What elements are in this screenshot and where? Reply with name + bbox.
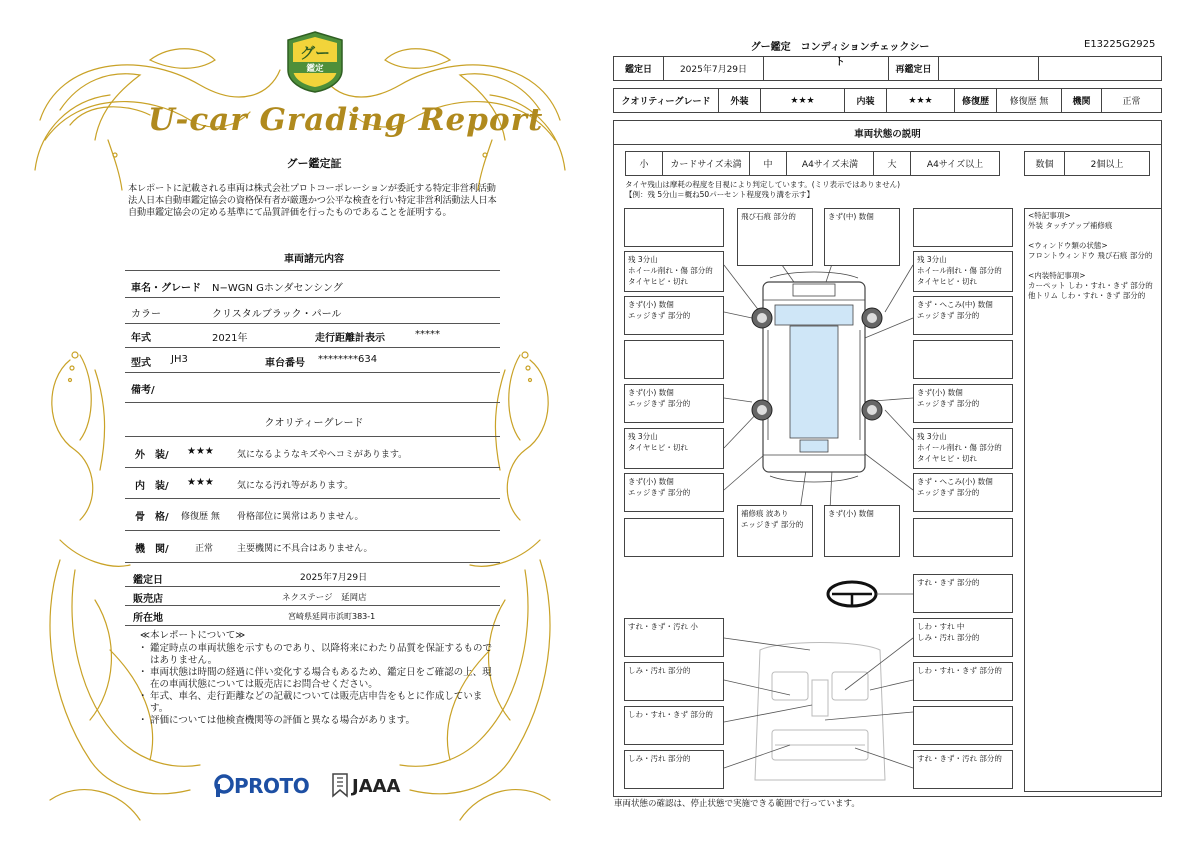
tire-note-line-2: 【例：残 5分山＝概ね50パーセント程度残り溝を示す】: [625, 190, 815, 199]
damage-box-tire-fr: [913, 251, 1013, 292]
damage-line: きず(中) 数個: [828, 212, 874, 221]
damage-line: しわ・すれ・きず 部分的: [628, 710, 713, 719]
damage-box-bottom-b: [737, 505, 813, 557]
engine-label: 機 関/: [135, 544, 169, 555]
blank-cell: [764, 57, 889, 80]
jaaa-logo-text: JAAA: [352, 776, 401, 797]
exterior-stars: ★★★: [187, 446, 214, 457]
damage-box-bottom-right: [913, 518, 1013, 557]
damage-line: 飛び石痕 部分的: [741, 212, 796, 221]
engine-value: 正常: [1122, 97, 1141, 107]
damage-box-interior-l3: [624, 706, 724, 745]
goo-kantei-badge-icon: [286, 30, 344, 94]
damage-box-rear-right-low: [913, 473, 1013, 512]
proto-logo-text: PROTO: [234, 774, 310, 798]
row-interior: [125, 468, 500, 499]
interior-text: 気になる汚れ等があります。: [237, 481, 354, 491]
interior-stars: ★★★: [187, 477, 214, 488]
special-heading: <特記事項>: [1028, 211, 1071, 220]
damage-box-tire-fl: [624, 251, 724, 292]
window-text: フロントウィンドウ 飛び石痕 部分的: [1028, 251, 1153, 260]
damage-line: エッジきず 部分的: [628, 399, 691, 408]
note-item: ・ 評価については他検査機関等の評価と異なる場合があります。: [128, 715, 500, 727]
damage-line: きず(小) 数個: [628, 300, 674, 309]
interior-grade: ★★★: [887, 89, 955, 112]
sheet-id: E13225G2925: [1084, 39, 1156, 50]
damage-line: エッジきず 部分的: [628, 311, 691, 320]
jaaa-logo-icon: [330, 772, 350, 798]
damage-box-rear-left: [624, 384, 724, 423]
damage-line: きず・へこみ(小) 数個: [917, 477, 993, 486]
damage-line: すれ・きず 部分的: [917, 578, 980, 587]
damage-line: 残 3分山: [628, 432, 658, 441]
row-exterior: [125, 437, 500, 468]
interior-heading: <内装特記事項>: [1028, 271, 1086, 280]
shop-value: ネクステージ 延岡店: [282, 593, 367, 603]
certificate-text: 本レポートに記載される車両は株式会社プロトコーポレーションが委託する特定非営利活動法人日本自動車鑑定協会の資格保有者が厳選かつ公平な検査を行い特定非営利活動法人日本自動車鑑定協会の定める基準にて品質評価を行ったものであることを証明する。: [128, 183, 497, 218]
date-value: 2025年7月29日: [300, 573, 368, 583]
interior-text-1: カーペット しわ・すれ・きず 部分的: [1028, 281, 1153, 290]
proto-logo-icon: [214, 774, 234, 798]
quality-grade-row: [613, 88, 1162, 113]
exterior-grade: ★★★: [761, 89, 845, 112]
damage-box-rear-right: [913, 384, 1013, 423]
note-item: ・ 鑑定時点の車両状態を示すものであり、以降将来にわたり品質を保証するものではありません。: [128, 643, 500, 667]
damage-box-tire-rr: [913, 428, 1013, 469]
damage-box-interior-l2: [624, 662, 724, 701]
damage-box-interior-r3: [913, 706, 1013, 745]
damage-box-interior-l1: [624, 618, 724, 657]
damage-line: 残 3分山: [917, 255, 947, 264]
damage-box-bottom-c: [824, 505, 900, 557]
damage-line: ホイール削れ・傷 部分的: [917, 266, 1002, 275]
special-text: 外装 タッチアップ補修痕: [1028, 221, 1113, 230]
address-value: 宮崎県延岡市浜町383-1: [288, 612, 376, 621]
count-legend: [1024, 151, 1150, 176]
damage-box-tire-rl: [624, 428, 724, 469]
quality-heading: クオリティーグレード: [264, 418, 364, 429]
badge-top-text: グー: [299, 44, 331, 62]
mileage-label: 走行距離計表示: [315, 333, 385, 344]
interior-label: 内 装/: [135, 481, 169, 492]
damage-box-left-mid: [624, 340, 724, 379]
reappraisal-date-label: 再鑑定日: [889, 57, 939, 80]
year-value: 2021年: [212, 333, 248, 344]
year-label: 年式: [131, 333, 151, 344]
frame-label: 骨 格/: [135, 512, 169, 523]
row-shop: [125, 587, 500, 606]
row-model-chassis: [125, 348, 500, 373]
appraisal-date-row: [613, 56, 1162, 81]
mileage-value: *****: [415, 329, 440, 340]
name-value: N−WGN Gホンダセンシング: [212, 283, 343, 294]
size-large-desc: A4サイズ以上: [926, 160, 984, 170]
footer-logos: [210, 768, 410, 804]
badge-bottom-text: 鑑定: [306, 64, 324, 74]
notes-heading: ≪本レポートについて≫: [140, 630, 246, 641]
repair-history-value: 修復歴 無: [997, 89, 1062, 112]
damage-box-right-mid: [913, 340, 1013, 379]
damage-line: エッジきず 部分的: [628, 488, 691, 497]
frame-value: 修復歴 無: [181, 512, 220, 522]
damage-box-steering: [913, 574, 1013, 613]
spec-top-rule: [125, 270, 500, 271]
row-frame: [125, 499, 500, 531]
name-label: 車名・グレード: [131, 283, 201, 294]
appraisal-date-label: 鑑定日: [614, 57, 664, 80]
row-address: [125, 606, 500, 626]
repair-history-label: 修復歴: [955, 89, 997, 112]
condition-check-sheet: [600, 0, 1200, 848]
damage-box-interior-r4: [913, 750, 1013, 789]
quality-grade-label: クオリティーグレード: [614, 89, 719, 112]
engine-text: 主要機関に不具合はありません。: [237, 544, 373, 554]
damage-line: タイヤヒビ・切れ: [628, 443, 688, 452]
size-large: 大: [874, 152, 911, 175]
damage-box-rear-left-low: [624, 473, 724, 512]
sheet-title: グー鑑定 コンディションチェックシート: [750, 42, 930, 68]
damage-line: しみ・汚れ 部分的: [628, 754, 691, 763]
appraisal-date-value: 2025年7月29日: [664, 57, 764, 80]
damage-box-top-left: [624, 208, 724, 247]
engine-label: 機関: [1062, 89, 1102, 112]
size-small-desc: カードサイズ未満: [663, 152, 750, 175]
size-medium: 中: [750, 152, 787, 175]
damage-box-front-left: [624, 296, 724, 335]
damage-box-interior-r1: [913, 618, 1013, 657]
date-label: 鑑定日: [133, 575, 163, 586]
color-value: クリスタルブラック・パール: [212, 309, 342, 320]
size-medium-desc: A4サイズ未満: [787, 152, 874, 175]
damage-line: 補修痕 波あり: [741, 509, 789, 518]
damage-line: タイヤヒビ・切れ: [628, 277, 688, 286]
damage-box-top-right: [913, 208, 1013, 247]
note-item: ・ 年式、車名、走行距離などの記載については販売店申告をもとに作成しています。: [128, 691, 500, 715]
model-value: JH3: [171, 354, 188, 365]
chassis-value: ********634: [318, 354, 378, 365]
spec-heading: 車両諸元内容: [284, 254, 344, 265]
exterior-label: 外 装/: [135, 450, 169, 461]
damage-line: しわ・すれ・きず 部分的: [917, 666, 1002, 675]
remarks-label: 備考/: [131, 385, 155, 396]
damage-line: タイヤヒビ・切れ: [917, 277, 977, 286]
count-label: 数個: [1025, 152, 1065, 175]
note-item: ・ 車両状態は時間の経過に伴い変化する場合もあるため、鑑定日をご確認の上、現在の車両状態については販売店にお問合せください。: [128, 667, 500, 691]
damage-line: タイヤヒビ・切れ: [917, 454, 977, 463]
interior-label: 内装: [845, 89, 887, 112]
damage-line: すれ・きず・汚れ 小: [628, 622, 698, 631]
interior-text-2: 他トリム しわ・すれ・きず 部分的: [1028, 291, 1146, 300]
damage-line: すれ・きず・汚れ 部分的: [917, 754, 1002, 763]
size-legend: [625, 151, 1000, 176]
damage-line: しみ・汚れ 部分的: [628, 666, 691, 675]
row-color: [125, 298, 500, 324]
damage-line: ホイール削れ・傷 部分的: [628, 266, 713, 275]
frame-text: 骨格部位に異常はありません。: [237, 512, 364, 522]
damage-box-interior-r2: [913, 662, 1013, 701]
damage-line: 残 3分山: [917, 432, 947, 441]
damage-line: エッジきず 部分的: [917, 488, 980, 497]
model-label: 型式: [131, 358, 151, 369]
damage-line: エッジきず 部分的: [741, 520, 804, 529]
row-engine: [125, 531, 500, 563]
row-appraisal-date: [125, 567, 500, 587]
tire-note: [625, 180, 900, 200]
damage-line: きず(小) 数個: [828, 509, 874, 518]
chassis-label: 車台番号: [265, 358, 305, 369]
blank-cell: [1039, 57, 1161, 80]
damage-line: 残 3分山: [628, 255, 658, 264]
damage-box-interior-l4: [624, 750, 724, 789]
damage-box-top-c: [824, 208, 900, 266]
engine-value: 正常: [195, 544, 214, 554]
count-desc: 2個以上: [1090, 160, 1124, 170]
vehicle-condition-title: 車両状態の説明: [614, 121, 1161, 145]
exterior-label: 外装: [719, 89, 761, 112]
certificate-heading: グー鑑定証: [286, 157, 342, 170]
size-small: 小: [626, 152, 663, 175]
row-year-mileage: [125, 324, 500, 348]
window-heading: <ウィンドウ類の状態>: [1028, 241, 1108, 250]
damage-line: しみ・汚れ 部分的: [917, 633, 980, 642]
damage-line: しわ・すれ 中: [917, 622, 965, 631]
address-label: 所在地: [133, 613, 163, 624]
row-name-grade: [125, 272, 500, 298]
sheet-footnote: 車両状態の確認は、停止状態で実施できる範囲で行っています。: [614, 799, 860, 809]
damage-line: エッジきず 部分的: [917, 399, 980, 408]
damage-line: きず(小) 数個: [628, 388, 674, 397]
damage-line: ホイール削れ・傷 部分的: [917, 443, 1002, 452]
exterior-text: 気になるようなキズやヘコミがあります。: [237, 450, 408, 460]
report-notes: [128, 630, 500, 727]
damage-box-front-right: [913, 296, 1013, 335]
damage-line: きず・へこみ(中) 数個: [917, 300, 993, 309]
tire-note-line-1: タイヤ残山は摩耗の程度を目視により判定しています。(ミリ表示ではありません): [625, 180, 901, 189]
color-label: カラー: [131, 309, 161, 320]
report-title: U-car Grading Report: [148, 102, 544, 138]
special-notes-box: [1024, 208, 1162, 792]
row-remarks: [125, 373, 500, 403]
reappraisal-date-value: [939, 57, 1039, 80]
damage-line: きず(小) 数個: [628, 477, 674, 486]
damage-line: エッジきず 部分的: [917, 311, 980, 320]
damage-box-top-b: [737, 208, 813, 266]
shop-label: 販売店: [133, 594, 163, 605]
damage-line: きず(小) 数個: [917, 388, 963, 397]
damage-box-bottom-left: [624, 518, 724, 557]
